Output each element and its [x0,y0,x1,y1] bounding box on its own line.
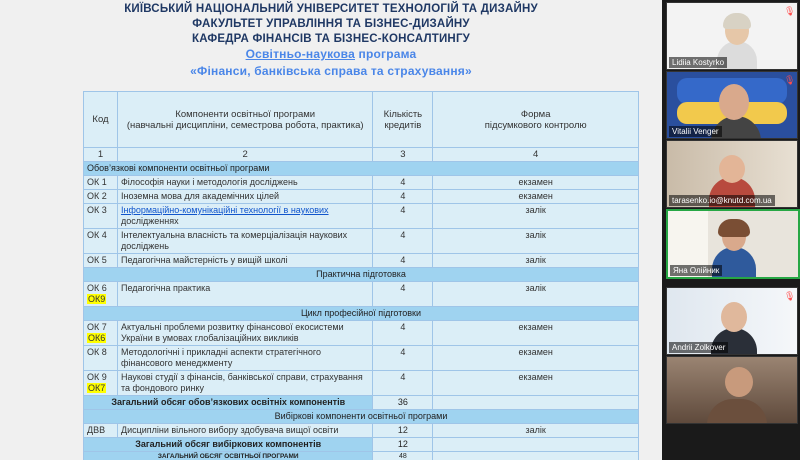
row-control: екзамен [433,321,639,346]
participant-video [723,13,751,29]
highlighted-code: ОК7 [88,383,106,393]
row-code-text: ОК 7 [87,322,107,332]
participant-name: Andrii Zolkover [669,342,728,353]
participant-name: tarasenko.io@knutd.com.ua [669,195,775,206]
row-credits: 4 [373,282,433,307]
mic-muted-icon: 🎙 [784,6,796,16]
total-row [84,438,639,452]
row-name: Філософія науки і методологія досліджень [117,176,372,190]
participant-tile[interactable] [666,287,798,355]
table-header-row [84,92,639,148]
participant-video [718,219,750,237]
row-credits: 4 [373,346,433,371]
total-mandatory-value: 36 [373,396,433,410]
section-row [84,162,639,176]
row-code: ОК 5 [84,254,118,268]
row-control: залік [433,424,639,438]
row-name: Методологічні і прикладні аспекти стратегічного фінансового менеджменту [117,346,372,371]
row-credits: 4 [373,321,433,346]
row-name: Дисципліни вільного вибору здобувача вищої освіти [117,424,372,438]
participant-video [721,302,747,332]
university-title: КИЇВСЬКИЙ НАЦІОНАЛЬНИЙ УНІВЕРСИТЕТ ТЕХНОЛОГІЙ ТА ДИЗАЙНУ [124,3,538,15]
col-number: 2 [117,148,372,162]
participant-tile-active[interactable] [666,209,800,279]
section-elective: Вибіркові компоненти освітньої програми [84,410,639,424]
header-code: Код [84,92,118,148]
program-type [0,47,662,61]
program-type-rest: програма [354,47,417,61]
row-name: Іноземна мова для академічних цілей [117,190,372,204]
program-type-word: Освітньо-наукова [245,47,355,61]
program-components-table [83,91,639,460]
row-control: екзамен [433,371,639,396]
row-code: ОК 8 [84,346,118,371]
highlighted-code: ОК9 [88,294,106,304]
row-control: залік [433,282,639,307]
participant-video [719,84,749,120]
empty-cell [433,396,639,410]
row-credits: 12 [373,424,433,438]
row-code-text: ОК 6 [87,283,107,293]
table-row [84,176,639,190]
row-credits: 4 [373,176,433,190]
total-program-value: 48 [373,452,433,460]
participant-video [719,155,745,183]
table-row [84,282,639,307]
row-code [84,321,118,346]
participant-tile[interactable] [666,356,798,424]
row-control: залік [433,204,639,229]
total-elective-value: 12 [373,438,433,452]
row-name: Актуальні проблеми розвитку фінансової екосистеми України в умовах глобалізаційних викликів [117,321,372,346]
col-number: 4 [433,148,639,162]
row-name: Педагогічна майстерність у вищій школі [117,254,372,268]
numbering-row [84,148,639,162]
table-row [84,371,639,396]
row-control: екзамен [433,190,639,204]
row-name-link[interactable]: Інформаційно-комунікаційні технології в наукових [120,205,329,215]
participant-name: Lidiia Kostyrko [669,57,727,68]
row-control: залік [433,254,639,268]
participants-panel [662,0,800,460]
row-name: Педагогічна практика [117,282,372,307]
mic-muted-icon: 🎙 [784,75,796,85]
row-control: екзамен [433,176,639,190]
total-mandatory-label: Загальний обсяг обов’язкових освітніх компонентів [84,396,373,410]
section-row [84,410,639,424]
row-credits: 4 [373,229,433,254]
header-component: Компоненти освітньої програми (навчальні дисципліни, семестрова робота, практика) [117,92,372,148]
row-code: ОК 2 [84,190,118,204]
row-code: ДВВ [84,424,118,438]
department-title: КАФЕДРА ФІНАНСІВ ТА БІЗНЕС-КОНСАЛТИНГУ [191,33,471,45]
program-name: «Фінанси, банківська справа та страхування» [190,64,472,78]
total-elective-label: Загальний обсяг вибіркових компонентів [84,438,373,452]
table-row [84,204,639,229]
row-code [84,282,118,307]
total-program-label: ЗАГАЛЬНИЙ ОБСЯГ ОСВІТНЬОЇ ПРОГРАМИ [84,452,373,460]
row-name-rest: дослідженнях [120,216,179,226]
row-name [117,204,372,229]
section-practice: Практична підготовка [84,268,639,282]
row-code [84,371,118,396]
table-row [84,346,639,371]
empty-cell [433,452,639,460]
section-row [84,268,639,282]
row-code: ОК 4 [84,229,118,254]
row-control: екзамен [433,346,639,371]
faculty-title: ФАКУЛЬТЕТ УПРАВЛІННЯ ТА БІЗНЕС-ДИЗАЙНУ [192,18,470,30]
participant-tile[interactable] [666,2,798,70]
total-row [84,452,639,460]
row-name: Наукові студії з фінансів, банківської справи, страхування та фондового ринку [117,371,372,396]
total-row [84,396,639,410]
row-name: Інтелектуальна власність та комерціалізація наукових досліджень [117,229,372,254]
table-row [84,321,639,346]
row-credits: 4 [373,371,433,396]
participant-name: Яна Олійник [670,265,722,276]
participant-tile[interactable] [666,140,798,208]
header-credits: Кількість кредитів [373,92,433,148]
section-mandatory: Обов’язкові компоненти освітньої програми [84,162,639,176]
empty-cell [433,438,639,452]
participant-name: Vitalii Venger [669,126,722,137]
col-number: 3 [373,148,433,162]
row-code: ОК 3 [84,204,118,229]
mic-muted-icon: 🎙 [784,291,796,301]
row-credits: 4 [373,254,433,268]
table-row [84,229,639,254]
row-credits: 4 [373,190,433,204]
header-control: Форма підсумкового контролю [433,92,639,148]
row-credits: 4 [373,204,433,229]
participant-video [725,367,753,397]
table-row [84,254,639,268]
row-code-text: ОК 9 [87,372,107,382]
table-row [84,424,639,438]
participant-tile[interactable] [666,71,798,139]
section-professional: Цикл професійної підготовки [84,307,639,321]
table-row [84,190,639,204]
row-code: ОК 1 [84,176,118,190]
row-control: залік [433,229,639,254]
section-row [84,307,639,321]
col-number: 1 [84,148,118,162]
highlighted-code: ОК6 [88,333,106,343]
